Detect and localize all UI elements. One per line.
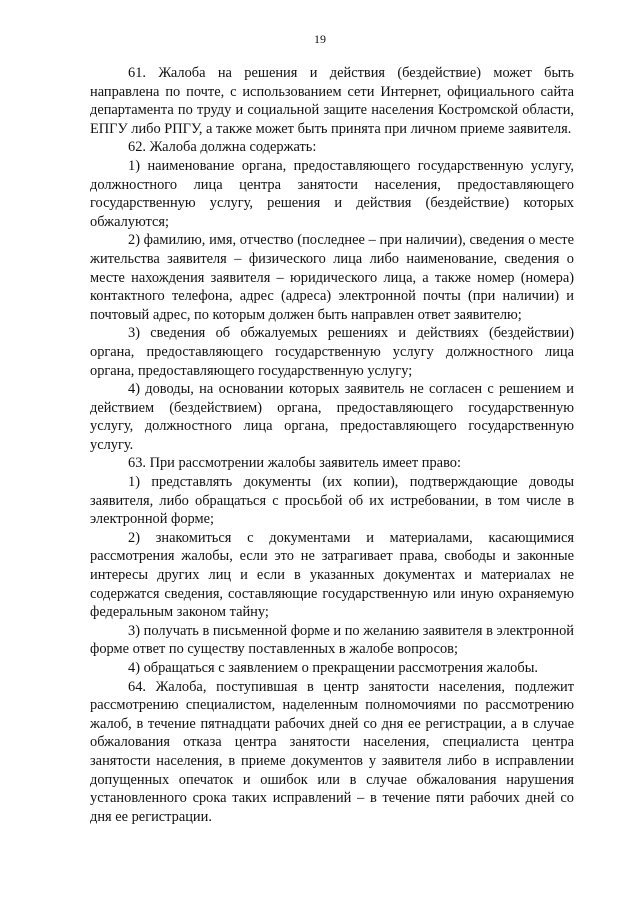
paragraph-63-item-3: 3) получать в письменной форме и по желанию заявителя в электронной форме ответ по существу поставленных в жалобе вопросов; [90, 622, 574, 658]
paragraph-63-item-2: 2) знакомиться с документами и материалами, касающимися рассмотрения жалобы, если это не затрагивает права, свободы и законные интересы других лиц и если в указанных документах и материалах не содержатся сведения, составляющие государственную или иную охраняемую федеральным законом тайну; [90, 529, 574, 621]
paragraph-61: 61. Жалоба на решения и действия (бездействие) может быть направлена по почте, с использованием сети Интернет, официального сайта департамента по труду и социальной защите населения Костромской области, ЕПГУ либо РПГУ, а также может быть принята при личном приеме заявителя. [90, 65, 574, 137]
document-body [90, 64, 574, 826]
paragraph-62-item-1: 1) наименование органа, предоставляющего государственную услугу, должностного лица центра занятости населения, предоставляющего государственную услугу, решения и действия (бездействие) которых обжалуются; [90, 157, 574, 230]
paragraph-64: 64. Жалоба, поступившая в центр занятости населения, подлежит рассмотрению специалистом, наделенным полномочиями по рассмотрению жалоб, в течение пятнадцати рабочих дней со дня ее регистрации, а в случае обжалования отказа центра занятости населения, специалиста центра занятости населения, в приеме документов у заявителя либо в исправлении допущенных опечаток и ошибок или в случае обжалования нарушения установленного срока таких исправлений – в течение пяти рабочих дней со дня ее регистрации. [90, 678, 574, 825]
paragraph-62-item-3: 3) сведения об обжалуемых решениях и действиях (бездействии) органа, предоставляющего государственную услугу должностного лица органа, предоставляющего государственную услугу; [90, 325, 574, 379]
paragraph-62-item-2: 2) фамилию, имя, отчество (последнее – при наличии), сведения о месте жительства заявителя – физического лица либо наименование, сведения о месте нахождения заявителя – юридического лица, а также номер (номера) контактного телефона, адрес (адреса) электронной почты (при наличии) и почтовый адрес, по которым должен быть направлен ответ заявителю; [90, 232, 574, 323]
paragraph-63: 63. При рассмотрении жалобы заявитель имеет право: [128, 455, 461, 472]
page-number: 19 [314, 32, 326, 46]
paragraph-62: 62. Жалоба должна содержать: [128, 139, 317, 156]
paragraph-62-item-4: 4) доводы, на основании которых заявитель не согласен с решением и действием (бездействием) органа, предоставляющего государственную услугу, должностного лица органа, предоставляющего государственную услугу. [90, 381, 574, 453]
paragraph-63-item-4: 4) обращаться с заявлением о прекращении рассмотрения жалобы. [128, 660, 538, 676]
paragraph-63-item-1: 1) представлять документы (их копии), подтверждающие доводы заявителя, либо обращаться с просьбой об их истребовании, в том числе в электронной форме; [90, 474, 574, 528]
